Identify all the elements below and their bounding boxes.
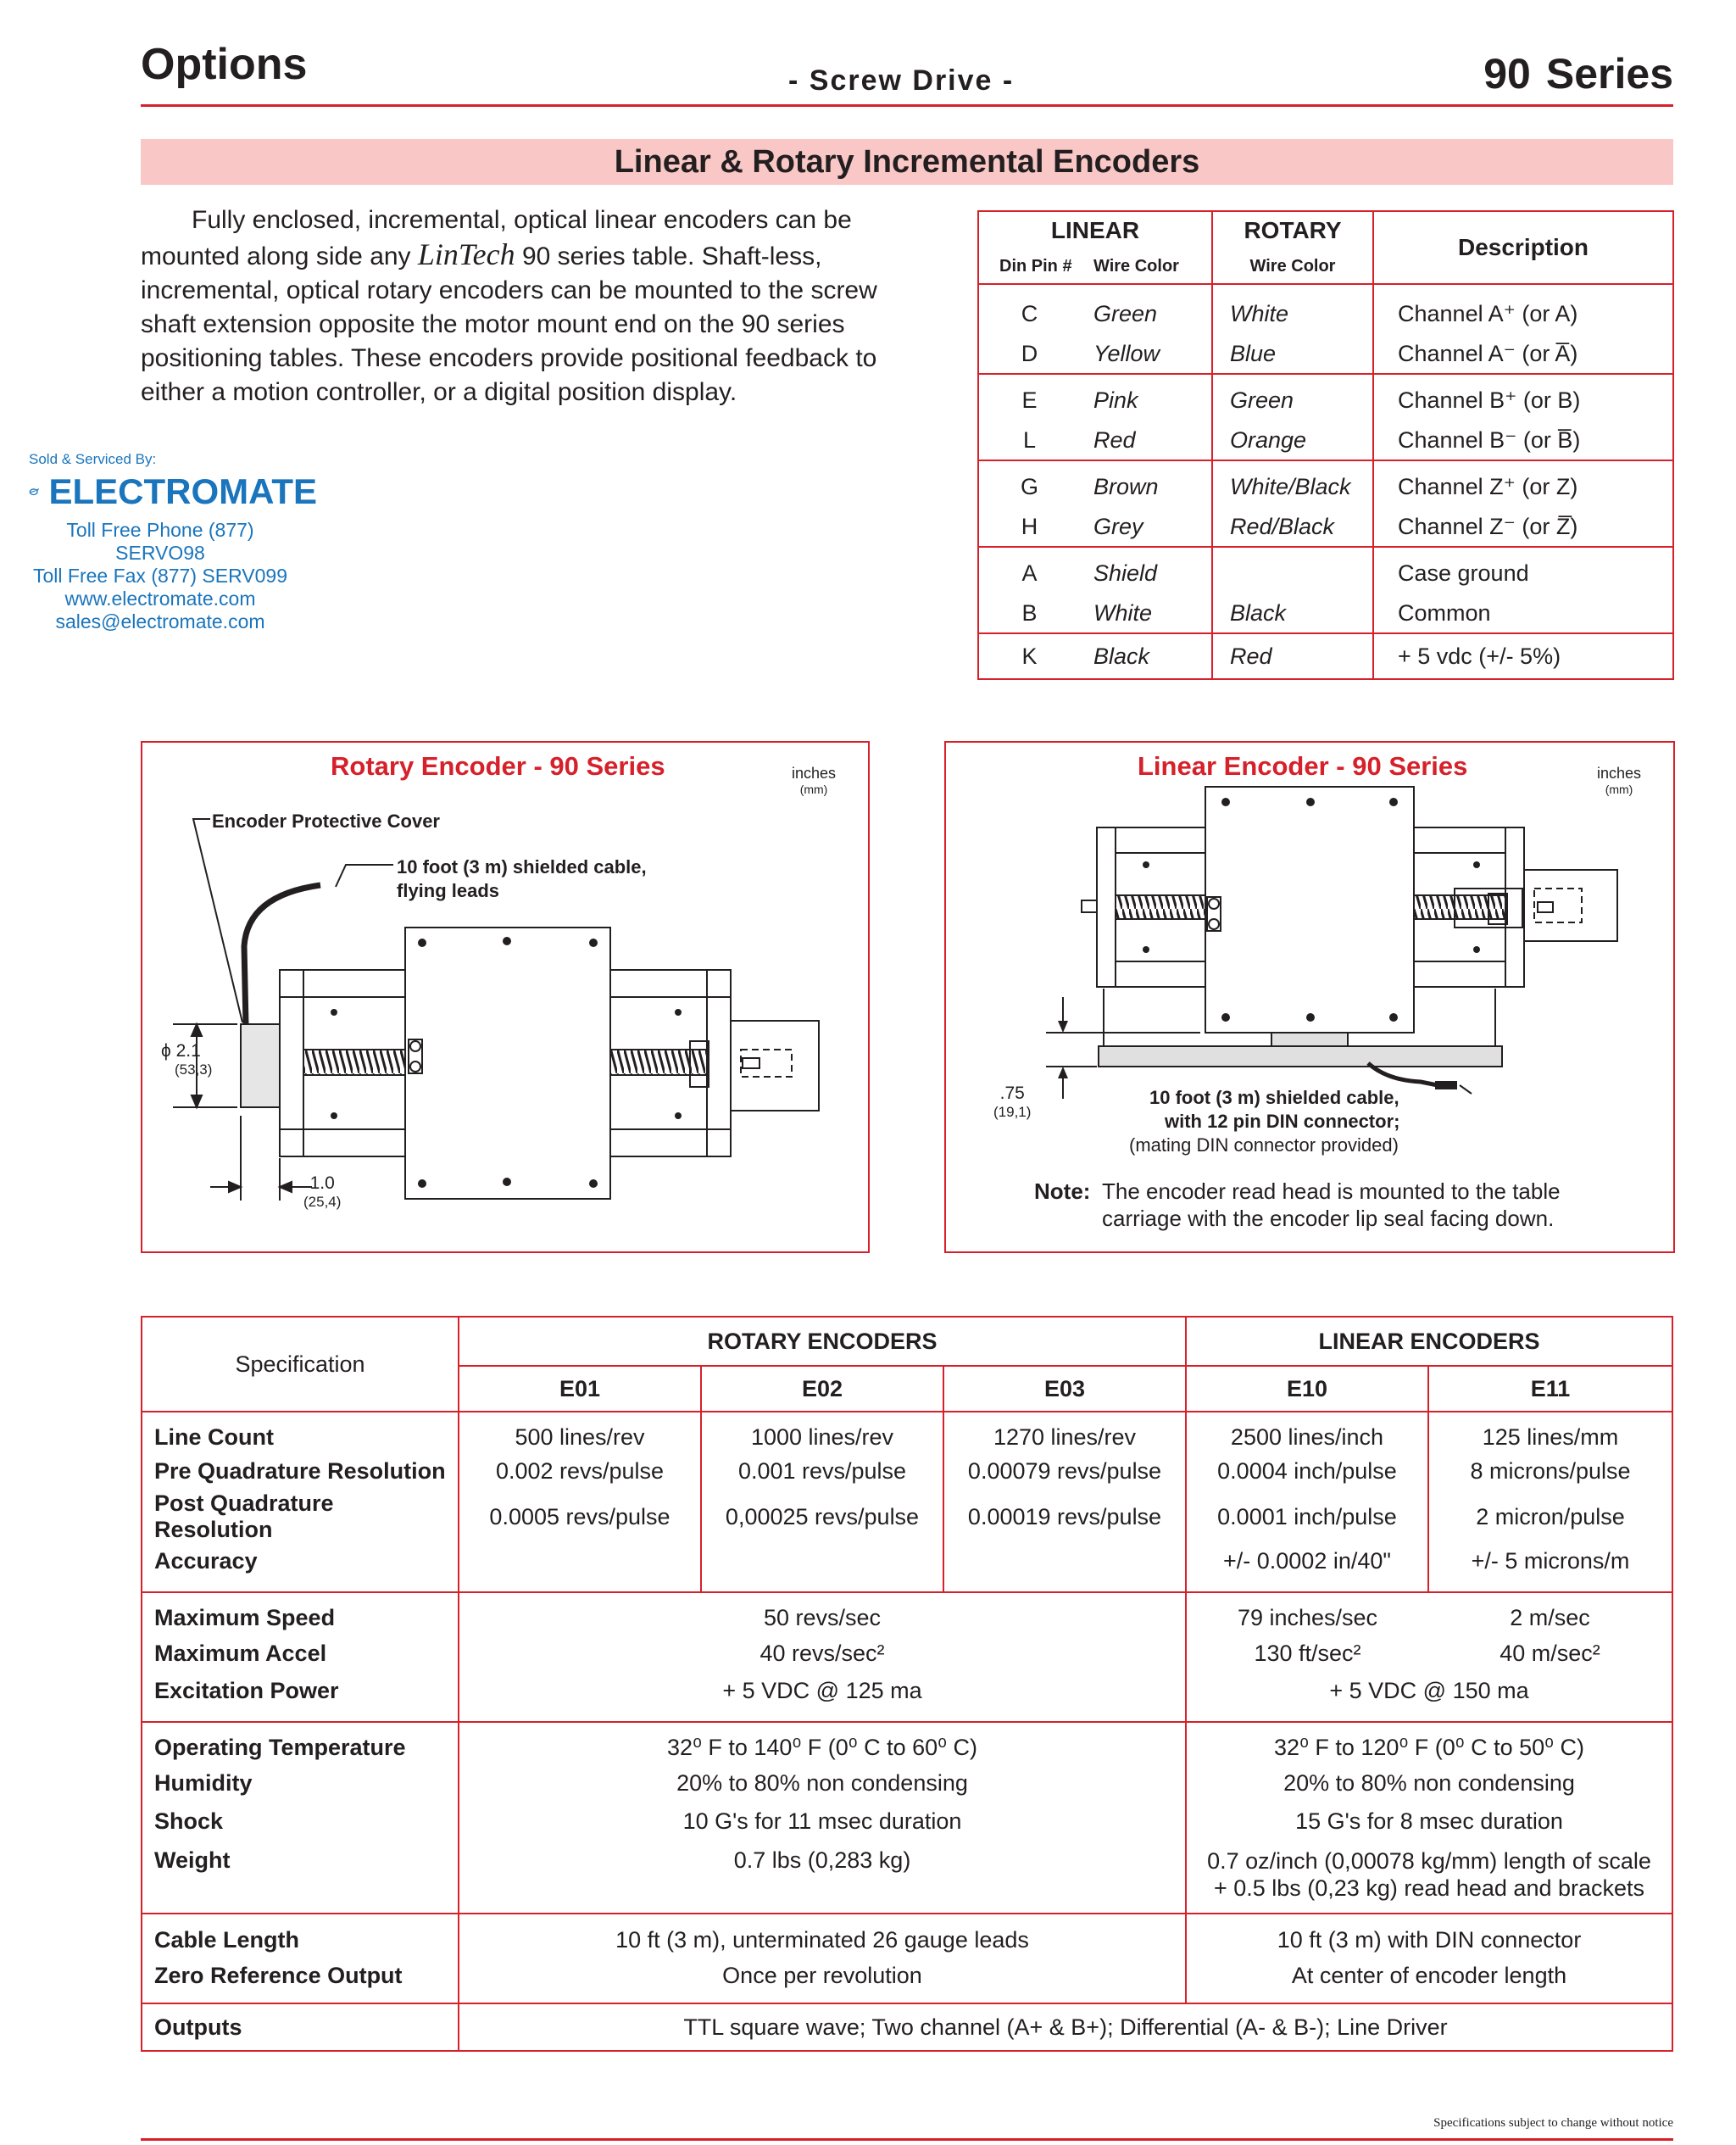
- wiring-linear-color: Brown: [1080, 460, 1212, 507]
- linear-units-mm: (mm): [1605, 783, 1633, 796]
- spec-cell-weight-linear: [1186, 1841, 1672, 1914]
- rotary-encoder-box: [141, 741, 870, 1253]
- series-word: Series: [1545, 50, 1673, 98]
- spec-cell: 40 revs/sec²: [459, 1635, 1186, 1673]
- spec-label-humidity: Humidity: [142, 1764, 459, 1802]
- rotary-encoder-drawing: [142, 743, 868, 1251]
- wiring-description: + 5 vdc (+/- 5%): [1398, 643, 1561, 669]
- wiring-description: Channel A⁻ (or A̅): [1398, 340, 1578, 366]
- spec-cell: 10 ft (3 m), unterminated 26 gauge leads: [459, 1914, 1186, 1958]
- wiring-rotary-color: White/Black: [1212, 460, 1373, 507]
- brand-name: LinTech: [417, 237, 515, 271]
- wiring-sub-wire-linear: Wire Color: [1080, 249, 1212, 284]
- wiring-linear-color: Grey: [1080, 507, 1212, 547]
- spec-label-max-speed: Maximum Speed: [142, 1592, 459, 1635]
- wiring-rotary-color: [1212, 547, 1373, 593]
- spec-cell: [459, 1543, 701, 1592]
- spec-cell: 0.00079 revs/pulse: [943, 1452, 1186, 1490]
- wiring-description: Common: [1398, 599, 1491, 626]
- wiring-rotary-color: Orange: [1212, 421, 1373, 460]
- series-label: [1483, 49, 1673, 98]
- spec-head-specification: Specification: [142, 1317, 459, 1412]
- wiring-table: [977, 210, 1674, 680]
- spec-cell: 20% to 80% non condensing: [1283, 1770, 1575, 1796]
- wiring-description: Channel B⁺ (or B): [1398, 387, 1581, 413]
- wiring-pin: B: [1021, 599, 1038, 626]
- linear-box-title: Linear Encoder - 90 Series: [1138, 751, 1468, 781]
- spec-cell: 0.002 revs/pulse: [459, 1452, 701, 1490]
- wiring-pin: H: [1021, 513, 1038, 539]
- wiring-rotary-color: Red: [1212, 633, 1373, 679]
- wiring-linear-color: Shield: [1080, 547, 1212, 593]
- wiring-rotary-color: Black: [1212, 593, 1373, 633]
- section-banner: Linear & Rotary Incremental Encoders: [141, 139, 1673, 185]
- distributor-email[interactable]: sales@electromate.com: [55, 610, 265, 632]
- wiring-rotary-color: Green: [1212, 374, 1373, 421]
- wiring-description: Channel Z⁻ (or Z̅): [1398, 513, 1578, 539]
- wiring-pin: A: [1021, 560, 1038, 586]
- header-rule: [141, 104, 1673, 107]
- spec-head-linear: LINEAR ENCODERS: [1186, 1317, 1672, 1366]
- wiring-head-linear: LINEAR: [978, 211, 1212, 249]
- distributor-logo: [29, 451, 317, 633]
- rotary-length-value: 1.0: [309, 1173, 335, 1193]
- linear-encoder-drawing: [946, 743, 1673, 1251]
- wiring-pin: K: [1021, 643, 1038, 669]
- spec-cell: 32⁰ F to 140⁰ F (0⁰ C to 60⁰ C): [459, 1722, 1186, 1764]
- rotary-box-title: Rotary Encoder - 90 Series: [331, 751, 665, 781]
- spec-label-pre-quadrature: Pre Quadrature Resolution: [142, 1452, 459, 1490]
- spec-weight-linear-2: + 0.5 lbs (0,23 kg) read head and brackets: [1213, 1875, 1645, 1901]
- spec-cell: + 5 VDC @ 150 ma: [1329, 1678, 1529, 1703]
- spec-cell: 125 lines/mm: [1482, 1424, 1619, 1450]
- spec-label-excitation: Excitation Power: [142, 1673, 459, 1722]
- wiring-linear-color: Black: [1080, 633, 1212, 679]
- spec-head-rotary: ROTARY ENCODERS: [459, 1317, 1186, 1366]
- spec-cell: + 5 VDC @ 125 ma: [459, 1673, 1186, 1722]
- rotary-units-inches: inches: [792, 765, 837, 782]
- linear-encoder-box: [944, 741, 1675, 1253]
- electromate-swoosh-icon: [29, 472, 40, 511]
- linear-units-inches: inches: [1597, 765, 1642, 782]
- wiring-head-description: Description: [1457, 234, 1589, 260]
- wiring-head-rotary: ROTARY: [1212, 211, 1373, 249]
- wiring-rotary-color: Blue: [1212, 334, 1373, 374]
- series-number: 90: [1483, 50, 1531, 98]
- spec-cell: [701, 1543, 943, 1592]
- spec-cell: 2 m/sec: [1510, 1605, 1590, 1630]
- page-subtitle: - Screw Drive -: [788, 64, 1015, 97]
- page-title: Options: [141, 40, 308, 89]
- spec-cell: +/- 5 microns/m: [1471, 1548, 1630, 1574]
- wiring-description: Case ground: [1398, 560, 1529, 586]
- rotary-cable-label-2: flying leads: [397, 880, 500, 901]
- spec-cell: 0,00025 revs/pulse: [701, 1490, 943, 1543]
- linear-cable-label-2: with 12 pin DIN connector;: [1165, 1111, 1400, 1132]
- spec-cell: 130 ft/sec²: [1254, 1641, 1361, 1666]
- spec-label-post-quadrature: Post Quadrature Resolution: [142, 1490, 459, 1543]
- spec-weight-linear-1: 0.7 oz/inch (0,00078 kg/mm) length of scale: [1207, 1848, 1651, 1874]
- wiring-pin: E: [1021, 387, 1038, 413]
- spec-label-accuracy: Accuracy: [142, 1543, 459, 1592]
- spec-cell: 50 revs/sec: [459, 1592, 1186, 1635]
- spec-cell: 10 G's for 11 msec duration: [459, 1802, 1186, 1841]
- wiring-rotary-color: Red/Black: [1212, 507, 1373, 547]
- spec-cell: 10 ft (3 m) with DIN connector: [1277, 1927, 1582, 1953]
- spec-label-shock: Shock: [142, 1802, 459, 1841]
- spec-cell-outputs: TTL square wave; Two channel (A+ & B+); Differential (A- & B-); Line Driver: [683, 2014, 1448, 2040]
- note-line-1: The encoder read head is mounted to the table: [1102, 1178, 1561, 1204]
- wiring-description: Channel A⁺ (or A): [1398, 300, 1578, 326]
- spec-label-cable-length: Cable Length: [142, 1914, 459, 1958]
- intro-text-1: Fully enclosed, incremental, optical linear encoders can be mounted along side any: [141, 206, 852, 270]
- linear-height-mm: (19,1): [993, 1104, 1032, 1120]
- encoder-cover-label: Encoder Protective Cover: [212, 811, 440, 832]
- wiring-linear-color: White: [1080, 593, 1212, 633]
- wiring-pin: G: [1020, 473, 1038, 499]
- spec-cell: 1000 lines/rev: [701, 1412, 943, 1452]
- spec-cell: 40 m/sec²: [1500, 1641, 1600, 1666]
- spec-label-line-count: Line Count: [142, 1412, 459, 1452]
- model-e10: E10: [1186, 1366, 1428, 1412]
- spec-cell: 79 inches/sec: [1237, 1605, 1378, 1630]
- spec-cell: 20% to 80% non condensing: [459, 1764, 1186, 1802]
- spec-cell: 0.0001 inch/pulse: [1186, 1490, 1428, 1543]
- spec-cell: 0.7 lbs (0,283 kg): [459, 1841, 1186, 1914]
- wiring-pin: D: [1021, 340, 1038, 366]
- distributor-name: ELECTROMATE: [48, 471, 317, 511]
- model-e11: E11: [1530, 1375, 1571, 1401]
- note-label: Note:: [1034, 1178, 1091, 1204]
- intro-paragraph: [141, 203, 887, 410]
- distributor-fax: Toll Free Fax (877) SERV099: [33, 565, 287, 587]
- rotary-diameter-value: ϕ 2.1: [161, 1041, 201, 1061]
- model-e03: E03: [943, 1366, 1186, 1412]
- note-line-2: carriage with the encoder lip seal facing down.: [1102, 1206, 1555, 1231]
- spec-label-zero-ref: Zero Reference Output: [142, 1958, 459, 2003]
- sold-by-label: Sold & Serviced By:: [29, 451, 157, 467]
- spec-cell: 500 lines/rev: [459, 1412, 701, 1452]
- linear-cable-label-3: (mating DIN connector provided): [1129, 1134, 1399, 1156]
- spec-label-outputs: Outputs: [142, 2003, 459, 2051]
- footnote: Specifications subject to change without notice: [1433, 2116, 1673, 2130]
- distributor-phone: Toll Free Phone (877) SERVO98: [66, 519, 254, 564]
- spec-cell: 0.001 revs/pulse: [701, 1452, 943, 1490]
- distributor-web[interactable]: www.electromate.com: [64, 588, 256, 610]
- wiring-description: Channel Z⁺ (or Z): [1398, 473, 1578, 499]
- wiring-pin: L: [1022, 426, 1037, 453]
- footer-rule: [141, 2138, 1673, 2141]
- spec-cell: 1270 lines/rev: [943, 1412, 1186, 1452]
- linear-height-value: .75: [999, 1084, 1025, 1103]
- wiring-linear-color: Green: [1080, 284, 1212, 334]
- wiring-pin: C: [1021, 300, 1038, 326]
- wiring-rotary-color: White: [1212, 284, 1373, 334]
- rotary-diameter-mm: (53,3): [175, 1061, 213, 1078]
- wiring-sub-pin: Din Pin #: [999, 256, 1072, 276]
- rotary-length-mm: (25,4): [303, 1194, 342, 1210]
- spec-cell: 15 G's for 8 msec duration: [1295, 1808, 1563, 1834]
- spec-cell: At center of encoder length: [1291, 1963, 1567, 1988]
- wiring-linear-color: Yellow: [1080, 334, 1212, 374]
- spec-table: [141, 1316, 1673, 2052]
- rotary-cable-label-1: 10 foot (3 m) shielded cable,: [397, 856, 647, 878]
- spec-label-max-accel: Maximum Accel: [142, 1635, 459, 1673]
- wiring-linear-color: Red: [1080, 421, 1212, 460]
- spec-label-weight: Weight: [142, 1841, 459, 1914]
- spec-cell: Once per revolution: [459, 1958, 1186, 2003]
- wiring-sub-wire-rotary: Wire Color: [1212, 249, 1373, 284]
- rotary-units-mm: (mm): [799, 783, 828, 796]
- linear-cable-label-1: 10 foot (3 m) shielded cable,: [1149, 1087, 1399, 1108]
- spec-cell: 2 micron/pulse: [1476, 1503, 1625, 1529]
- spec-cell: 32⁰ F to 120⁰ F (0⁰ C to 50⁰ C): [1274, 1735, 1584, 1760]
- wiring-description: Channel B⁻ (or B̅): [1398, 426, 1581, 453]
- model-e01: E01: [459, 1366, 701, 1412]
- spec-cell: 0.0005 revs/pulse: [459, 1490, 701, 1543]
- model-e02: E02: [701, 1366, 943, 1412]
- spec-cell: 0.00019 revs/pulse: [943, 1490, 1186, 1543]
- intro-text-2: 90 series table. Shaft-less, incremental, optical rotary encoders can be mounted to the screw shaft extension opposite the motor mount end on the 90 series positioning tables. These encoders provide positional feedback to either a motion controller, or a digital position display.: [141, 242, 877, 406]
- spec-cell: 2500 lines/inch: [1186, 1412, 1428, 1452]
- spec-cell: 0.0004 inch/pulse: [1186, 1452, 1428, 1490]
- wiring-linear-color: Pink: [1080, 374, 1212, 421]
- spec-cell: 8 microns/pulse: [1470, 1458, 1631, 1484]
- spec-cell: +/- 0.0002 in/40": [1186, 1543, 1428, 1592]
- spec-label-op-temp: Operating Temperature: [142, 1722, 459, 1764]
- spec-cell: [943, 1543, 1186, 1592]
